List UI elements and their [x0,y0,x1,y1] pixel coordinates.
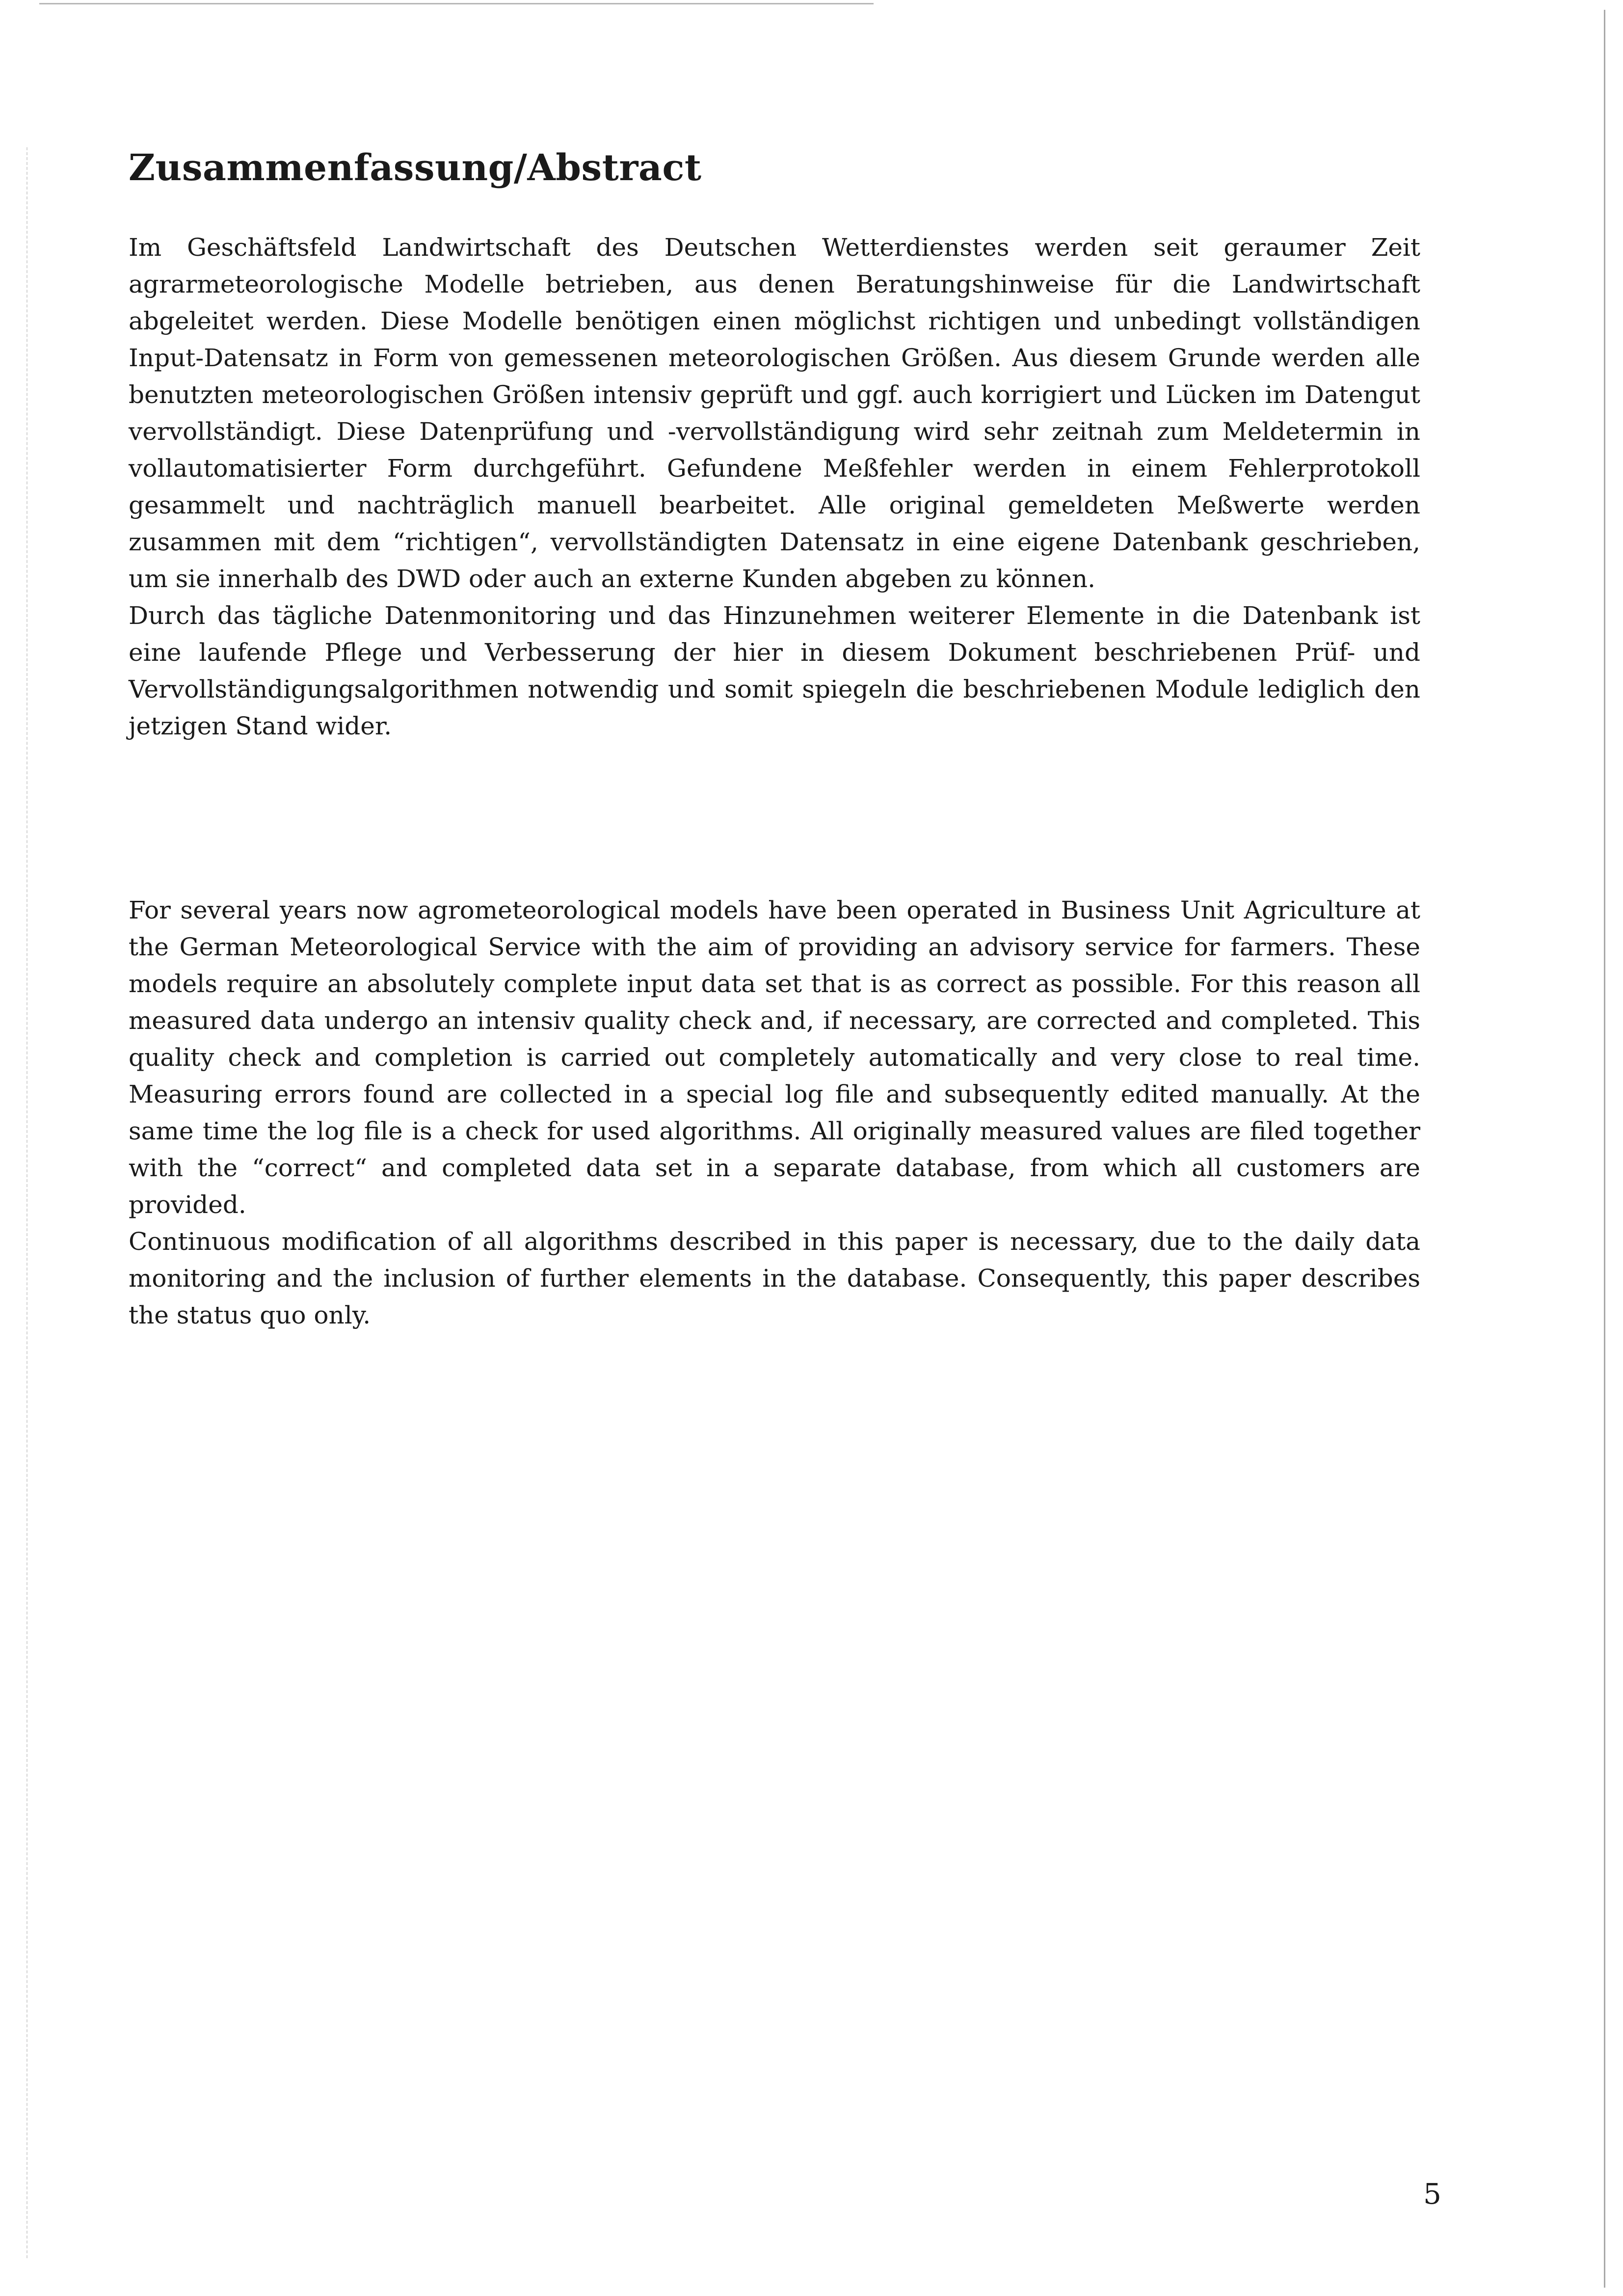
scan-top-edge [39,3,874,4]
english-abstract [129,892,1420,1334]
german-abstract [129,229,1420,745]
section-gap [129,745,1420,892]
english-paragraph-2: Continuous modification of all algorithms described in this paper is necessary, due to the daily data monitoring and the inclusion of further elements in the database. Consequently, this paper describes the status quo only. [129,1227,1420,1330]
german-paragraph-1: Im Geschäftsfeld Landwirtschaft des Deutschen Wetterdienstes werden seit geraumer Zeit agrarmeteorologische Modelle betrieben, aus denen Beratungshinweise für die Landwirtschaft abgeleitet werden. Diese Modelle benötigen einen möglichst richtigen und unbedingt vollständigen Input-Datensatz in Form von gemessenen meteorologischen Größen. Aus diesem Grunde werden alle benutzten meteorologischen Größen intensiv geprüft und ggf. auch korrigiert und Lücken im Datengut vervollständigt. Diese Datenprüfung und -vervollständigung wird sehr zeitnah zum Meldetermin in vollautomatisierter Form durchgeführt. Gefundene Meßfehler werden in einem Fehlerprotokoll gesammelt und nachträglich manuell bearbeitet. Alle original gemeldeten Meßwerte werden zusammen mit dem “richtigen“, vervollständigten Datensatz in eine eigene Datenbank geschrieben, um sie innerhalb des DWD oder auch an externe Kunden abgeben zu können. [129,233,1420,594]
page-content [129,147,1420,1334]
scan-right-edge [1604,10,1605,2288]
abstract-heading: Zusammenfassung/Abstract [129,147,702,189]
german-paragraph-2: Durch das tägliche Datenmonitoring und das Hinzunehmen weiterer Elemente in die Datenbank ist eine laufende Pflege und Verbesserung der hier in diesem Dokument beschriebenen Prüf- und Vervollständigungsalgorithmen notwendig und somit spiegeln die beschriebenen Module lediglich den jetzigen Stand wider. [129,601,1420,741]
english-paragraph-1: For several years now agrometeorological models have been operated in Business Unit Agriculture at the German Meteorological Service with the aim of providing an advisory service for farmers. These models require an absolutely complete input data set that is as correct as possible. For this reason all measured data undergo an intensiv quality check and, if necessary, are corrected and completed. This quality check and completion is carried out completely automatically and very close to real time. Measuring errors found are collected in a special log file and subsequently edited manually. At the same time the log file is a check for used algorithms. All originally measured values are filed together with the “correct“ and completed data set in a separate database, from which all customers are provided. [129,896,1420,1219]
page-number: 5 [1423,2177,1441,2211]
